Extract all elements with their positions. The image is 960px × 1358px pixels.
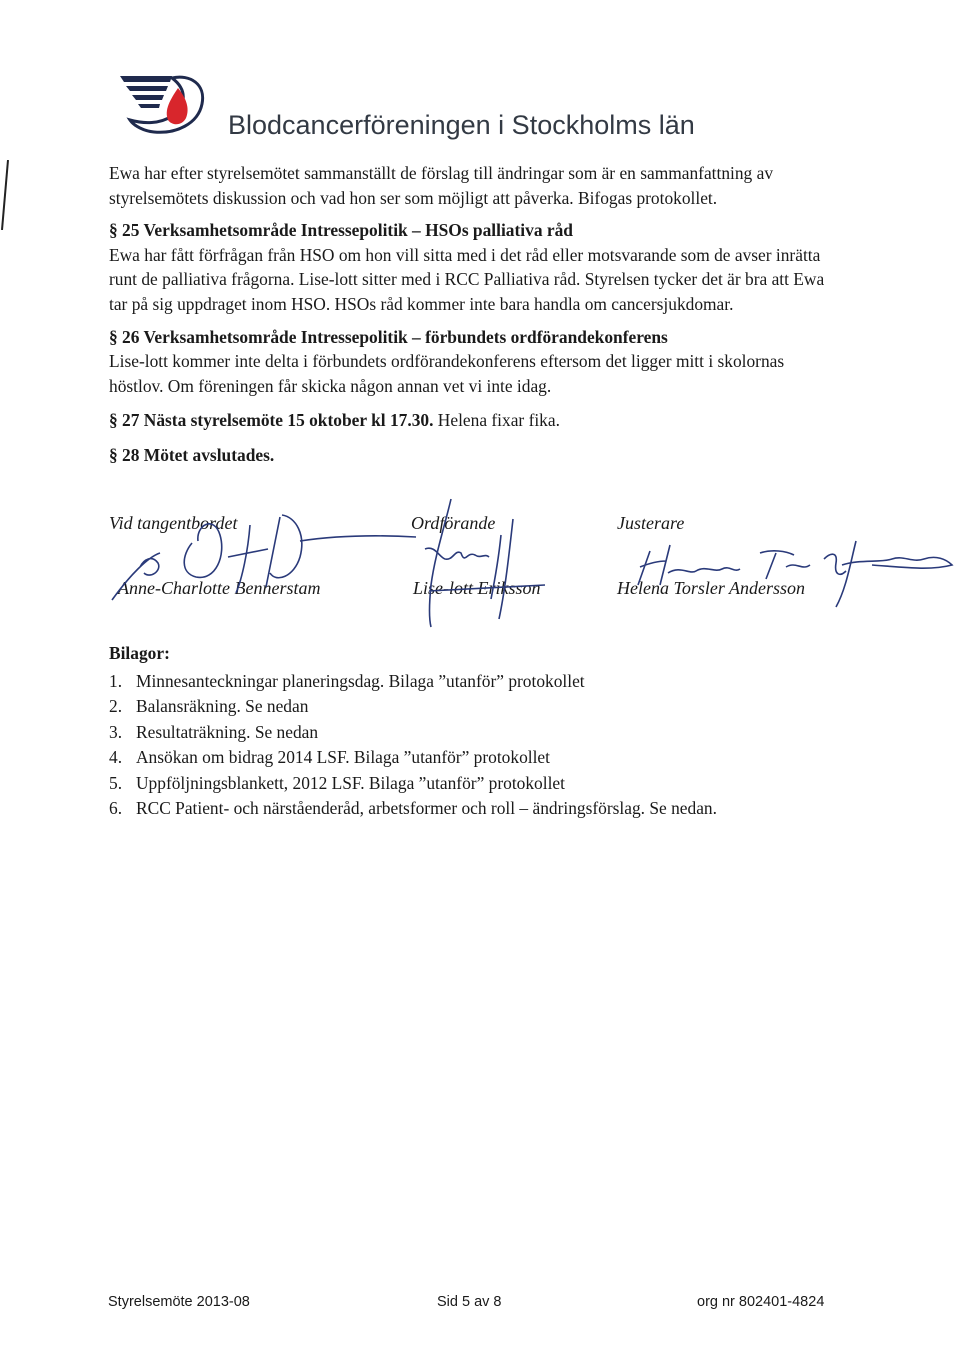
dove-logo-icon bbox=[110, 70, 210, 140]
signature-role-keyboard: Vid tangentbordet bbox=[109, 513, 238, 533]
list-item: 5. Uppföljningsblankett, 2012 LSF. Bilaga ”utanför” protokollet bbox=[109, 772, 565, 793]
section-28-heading: § 28 Mötet avslutades. bbox=[109, 444, 275, 465]
attachments bbox=[109, 641, 829, 822]
handwritten-signature-2 bbox=[405, 495, 575, 630]
organization-name: Blodcancerföreningen i Stockholms län bbox=[228, 110, 695, 140]
attachments-list bbox=[109, 669, 829, 822]
footer-meeting: Styrelsemöte 2013-08 bbox=[108, 1294, 250, 1310]
section-26-text: Lise-lott kommer inte delta i förbundets ordförandekonferens eftersom det ligger mitt i skolornas höstlov. Om föreningen får skicka någon annan vet vi inte idag. bbox=[109, 351, 785, 396]
handwritten-signature-1 bbox=[100, 495, 420, 615]
section-27 bbox=[109, 408, 839, 433]
list-item: 1. Minnesanteckningar planeringsdag. Bilaga ”utanför” protokollet bbox=[109, 670, 585, 691]
list-item: 2. Balansräkning. Se nedan bbox=[109, 696, 309, 716]
list-item: 4. Ansökan om bidrag 2014 LSF. Bilaga ”utanför” protokollet bbox=[109, 747, 550, 767]
letterhead bbox=[110, 70, 810, 150]
section-26-heading: § 26 Verksamhetsområde Intressepolitik – förbundets ordförandekonferens bbox=[109, 326, 668, 347]
protocol-body bbox=[109, 161, 839, 468]
list-item: 3. Resultaträkning. Se nedan bbox=[109, 721, 319, 742]
section-27-heading: § 27 Nästa styrelsemöte 15 oktober kl 17.30. bbox=[109, 410, 434, 431]
section-25-text: Ewa har fått förfrågan från HSO om hon vill sitta med i det råd eller motsvarande som de avser inrätta runt de palliativa frågorna. Lise-lott sitter med i RCC Palliativa råd. Styrelsen tycker det är bra att Ewa tar på sig uppdraget inom HSO. HSOs råd kommer inte bara handla om cancersjukdomar. bbox=[109, 244, 825, 314]
list-item: 6. RCC Patient- och närståenderåd, arbetsformer och roll – ändringsförslag. Se nedan. bbox=[109, 798, 717, 818]
section-28 bbox=[109, 443, 839, 468]
signature-name-chair: Lise-lott Eriksson bbox=[413, 578, 541, 598]
footer-org-number: org nr 802401-4824 bbox=[697, 1294, 825, 1310]
section-25-heading: § 25 Verksamhetsområde Intressepolitik – HSOs palliativa råd bbox=[109, 220, 573, 241]
intro-paragraph: Ewa har efter styrelsemötet sammanställt de förslag till ändringar som är en sammanfattning av styrelsemötets diskussion och vad hon ser som möjligt att påverka. Bifogas protokollet. bbox=[109, 163, 774, 208]
attachments-title: Bilagor: bbox=[109, 643, 170, 663]
section-27-text: Helena fixar fika. bbox=[437, 410, 560, 431]
footer-page-number: Sid 5 av 8 bbox=[437, 1294, 502, 1310]
signature-name-adjuster: Helena Torsler Andersson bbox=[617, 578, 806, 598]
signature-role-adjuster: Justerare bbox=[617, 513, 685, 533]
handwritten-signature-3 bbox=[610, 535, 955, 610]
signature-name-keyboard: Anne-Charlotte Bennerstam bbox=[118, 578, 321, 598]
scan-edge-mark bbox=[0, 160, 10, 230]
signature-role-chair: Ordförande bbox=[411, 513, 496, 533]
